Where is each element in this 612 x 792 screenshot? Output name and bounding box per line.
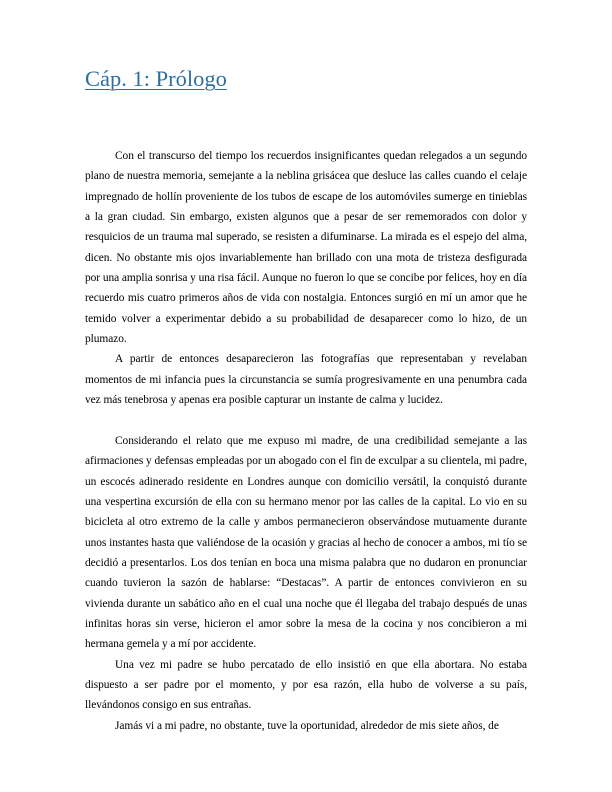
paragraph: A partir de entonces desaparecieron las fotografías que representaban y revelaban momentos de mi infancia pues la circunstancia se sumía progresivamente en una penumbra cada vez más tenebrosa y apenas era posible capturar un instante de calma y lucidez. <box>85 353 527 407</box>
paragraph: Con el transcurso del tiempo los recuerdos insignificantes quedan relegados a un segundo plano de nuestra memoria, semejante a la neblina grisácea que desluce las calles cuando el celaje impregnado de hollín proveniente de los tubos de escape de los automóviles sumerge en tinieblas a la gran ciudad. Sin embargo, existen algunos que a pesar de ser rememorados con dolor y resquicios de un trauma mal superado, se resisten a difuminarse. La mirada es el espejo del alma, dicen. No obstante mis ojos invariablemente han brillado con una mota de tristeza desfigurada por una amplia sonrisa y una risa fácil. Aunque no fueron lo que se concibe por felices, hoy en día recuerdo mis cuatro primeros años de vida con nostalgia. Entonces surgió en mí un amor que he temido volver a experimentar debido a su probabilidad de desaparecer como lo hizo, de un plumazo. <box>85 150 527 346</box>
paragraph: Una vez mi padre se hubo percatado de ello insistió en que ella abortara. No estaba dispuesto a ser padre por el momento, y por esa razón, ella hubo de volverse a su país, llevándonos consigo en sus entrañas. <box>85 658 527 712</box>
paragraph: Considerando el relato que me expuso mi madre, de una credibilidad semejante a las afirmaciones y defensas empleadas por un abogado con el fin de exculpar a su clientela, mi padre, un escocés adinerado residente en Londres aunque con domicilio versátil, la conquistó durante una vespertina excursión de ella con su hermano menor por las calles de la capital. Lo vio en su bicicleta al otro extremo de la calle y ambos permanecieron observándose mutuamente durante unos instantes hasta que valiéndose de la ocasión y gracias al hecho de conocer a ambos, mi tío se decidió a presentarlos. Los dos tenían en boca una misma palabra que no dudaron en pronunciar cuando tuvieron la sazón de hablarse: “Destacas”. A partir de entonces convivieron en su vivienda durante un sabático año en el cual una noche que él llegaba del trabajo después de unas infinitas horas sin verse, hicieron el amor sobre la mesa de la cocina y nos concibieron a mi hermana gemela y a mí por accidente. <box>85 434 527 651</box>
paragraph: Jamás vi a mi padre, no obstante, tuve la oportunidad, alrededor de mis siete años, de <box>115 719 499 732</box>
chapter-title: Cáp. 1: Prólogo <box>85 66 227 91</box>
body-text <box>85 146 527 736</box>
